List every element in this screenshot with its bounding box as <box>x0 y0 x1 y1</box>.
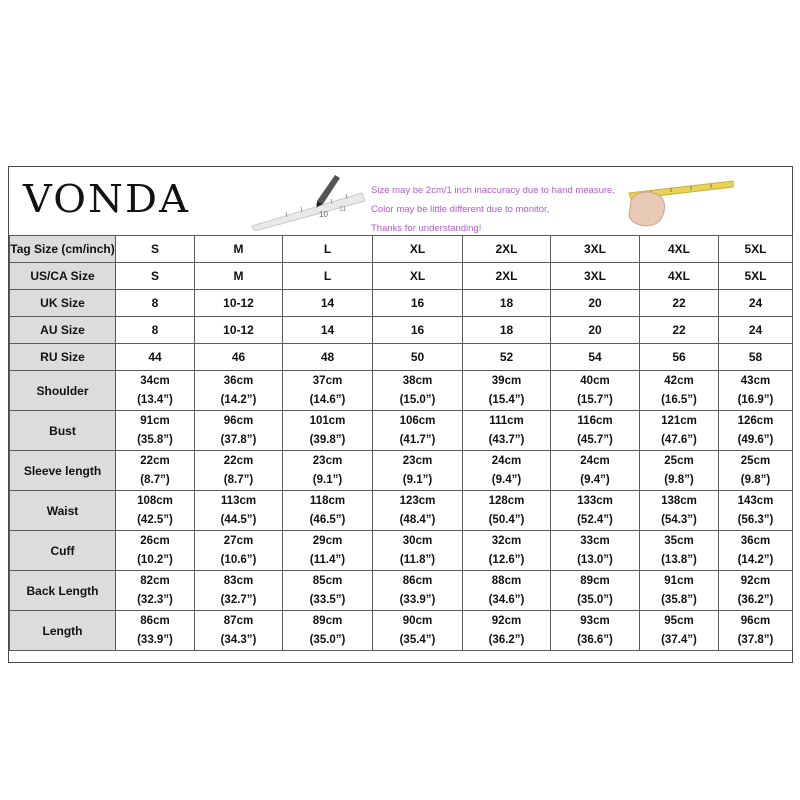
size-cell: S <box>116 236 195 263</box>
measure-cell <box>640 491 719 531</box>
measure-cm: 126cm <box>737 414 774 427</box>
measure-cm: 106cm <box>399 414 436 427</box>
size-cell: 2XL <box>463 236 551 263</box>
measure-inch: (13.4”) <box>137 393 173 406</box>
size-cell: 50 <box>373 344 463 371</box>
measure-cell <box>116 571 195 611</box>
size-row <box>10 344 793 371</box>
measure-cm: 42cm <box>664 374 694 387</box>
size-cell: L <box>283 236 373 263</box>
measure-row-label: Length <box>10 611 116 651</box>
measure-cell <box>116 411 195 451</box>
note-line: Thanks for understanding! <box>371 223 482 234</box>
measure-cm: 82cm <box>140 574 170 587</box>
measure-cell <box>719 371 793 411</box>
measure-cm: 85cm <box>312 574 343 587</box>
measure-inch: (46.5”) <box>309 513 346 526</box>
measure-cell <box>373 371 463 411</box>
measure-inch: (54.3”) <box>661 513 697 526</box>
measure-inch: (35.8”) <box>137 433 173 446</box>
measure-inch: (15.7”) <box>577 393 613 406</box>
size-cell: 8 <box>116 317 195 344</box>
measure-cell <box>551 531 640 571</box>
size-cell: XL <box>373 236 463 263</box>
size-cell: 2XL <box>463 263 551 290</box>
measure-inch: (9.8”) <box>740 473 771 486</box>
measure-cm: 86cm <box>140 614 170 627</box>
size-cell: 22 <box>640 317 719 344</box>
size-cell: S <box>116 263 195 290</box>
measure-cell <box>283 371 373 411</box>
measure-cell <box>551 411 640 451</box>
measure-inch: (9.1”) <box>402 473 433 486</box>
measure-row <box>10 451 793 491</box>
size-cell: 20 <box>551 290 640 317</box>
measure-inch: (11.4”) <box>309 553 346 566</box>
measure-inch: (32.7”) <box>220 593 257 606</box>
size-cell: 22 <box>640 290 719 317</box>
measure-inch: (45.7”) <box>577 433 613 446</box>
measure-cell <box>551 491 640 531</box>
size-table <box>9 235 793 651</box>
measure-cell <box>373 531 463 571</box>
measure-cm: 91cm <box>140 414 170 427</box>
measure-inch: (10.2”) <box>137 553 173 566</box>
svg-text:11: 11 <box>339 206 347 213</box>
measure-cell <box>719 491 793 531</box>
measure-inch: (43.7”) <box>488 433 525 446</box>
measure-inch: (42.5”) <box>137 513 173 526</box>
measure-cell <box>463 611 551 651</box>
measure-cell <box>195 491 283 531</box>
measure-inch: (56.3”) <box>737 513 774 526</box>
measure-cell <box>463 571 551 611</box>
measure-cell <box>195 531 283 571</box>
measure-cell <box>116 531 195 571</box>
measure-cm: 86cm <box>402 574 433 587</box>
measure-inch: (16.9”) <box>737 393 774 406</box>
size-cell: 20 <box>551 317 640 344</box>
measure-cm: 88cm <box>491 574 522 587</box>
measure-cm: 32cm <box>491 534 522 547</box>
size-cell: 18 <box>463 317 551 344</box>
size-notes <box>371 181 615 236</box>
size-cell: 16 <box>373 290 463 317</box>
measure-row-label: Sleeve length <box>10 451 116 491</box>
measure-inch: (13.8”) <box>661 553 697 566</box>
measure-inch: (14.6”) <box>309 393 346 406</box>
size-cell: 14 <box>283 290 373 317</box>
measure-inch: (52.4”) <box>577 513 613 526</box>
measure-inch: (14.2”) <box>737 553 774 566</box>
measure-inch: (34.6”) <box>488 593 525 606</box>
size-row-label: RU Size <box>10 344 116 371</box>
measure-cell <box>195 451 283 491</box>
measure-row-label: Shoulder <box>10 371 116 411</box>
size-cell: 52 <box>463 344 551 371</box>
measure-inch: (48.4”) <box>399 513 436 526</box>
size-cell: L <box>283 263 373 290</box>
measure-cm: 87cm <box>223 614 254 627</box>
measure-inch: (9.8”) <box>664 473 694 486</box>
measure-inch: (9.4”) <box>580 473 610 486</box>
measure-cm: 113cm <box>220 494 257 507</box>
measure-cm: 26cm <box>140 534 170 547</box>
measure-inch: (9.1”) <box>312 473 343 486</box>
measure-cell <box>719 611 793 651</box>
size-row-label: Tag Size (cm/inch) <box>10 236 116 263</box>
measure-row <box>10 531 793 571</box>
measure-cell <box>640 411 719 451</box>
measure-cm: 43cm <box>740 374 771 387</box>
measure-cm: 89cm <box>312 614 343 627</box>
measure-inch: (9.4”) <box>491 473 522 486</box>
size-cell: 5XL <box>719 263 793 290</box>
measure-row <box>10 371 793 411</box>
measure-cell <box>463 531 551 571</box>
size-cell: 3XL <box>551 263 640 290</box>
measure-inch: (44.5”) <box>220 513 257 526</box>
size-cell: XL <box>373 263 463 290</box>
measure-cell <box>373 411 463 451</box>
measure-cell <box>719 571 793 611</box>
measure-inch: (8.7”) <box>140 473 170 486</box>
measure-cell <box>719 451 793 491</box>
measure-cell <box>283 451 373 491</box>
measure-row <box>10 491 793 531</box>
measure-row <box>10 411 793 451</box>
size-cell: 18 <box>463 290 551 317</box>
size-row <box>10 263 793 290</box>
size-row-label: US/CA Size <box>10 263 116 290</box>
measure-inch: (8.7”) <box>223 473 254 486</box>
measure-cm: 30cm <box>402 534 433 547</box>
size-row <box>10 236 793 263</box>
measure-cell <box>195 411 283 451</box>
measure-cm: 36cm <box>740 534 771 547</box>
measure-inch: (35.4”) <box>399 633 436 646</box>
pen-ruler-illustration <box>247 171 367 231</box>
size-cell: 3XL <box>551 236 640 263</box>
measure-row <box>10 611 793 651</box>
measure-inch: (35.8”) <box>661 593 697 606</box>
measure-cm: 108cm <box>137 494 173 507</box>
measure-cm: 92cm <box>491 614 522 627</box>
size-cell: 10-12 <box>195 317 283 344</box>
brand-logo: VONDA <box>23 177 191 221</box>
measure-inch: (47.6”) <box>661 433 697 446</box>
measure-cm: 123cm <box>399 494 436 507</box>
measure-inch: (13.0”) <box>577 553 613 566</box>
size-cell: 14 <box>283 317 373 344</box>
measure-cell <box>373 571 463 611</box>
measure-inch: (33.9”) <box>399 593 436 606</box>
measure-cm: 90cm <box>402 614 433 627</box>
measure-cell <box>551 571 640 611</box>
measure-cell <box>116 611 195 651</box>
measure-cm: 24cm <box>491 454 522 467</box>
tape-measure-hand-illustration <box>621 171 736 231</box>
measure-cm: 93cm <box>580 614 610 627</box>
measure-cm: 29cm <box>312 534 343 547</box>
measure-cm: 34cm <box>140 374 170 387</box>
measure-cm: 91cm <box>664 574 694 587</box>
measure-cell <box>283 491 373 531</box>
measure-inch: (33.9”) <box>137 633 173 646</box>
measure-cm: 22cm <box>140 454 170 467</box>
measure-inch: (39.8”) <box>309 433 346 446</box>
measure-cm: 38cm <box>402 374 433 387</box>
size-cell: 4XL <box>640 263 719 290</box>
measure-inch: (50.4”) <box>488 513 525 526</box>
measure-cm: 96cm <box>740 614 771 627</box>
size-cell: 24 <box>719 317 793 344</box>
measure-cm: 36cm <box>223 374 254 387</box>
measure-cell <box>640 571 719 611</box>
measure-row-label: Back Length <box>10 571 116 611</box>
measure-cell <box>551 611 640 651</box>
measure-cell <box>283 411 373 451</box>
size-cell: M <box>195 236 283 263</box>
measure-inch: (11.8”) <box>399 553 436 566</box>
measure-cm: 95cm <box>664 614 694 627</box>
measure-cm: 92cm <box>740 574 771 587</box>
size-cell: 4XL <box>640 236 719 263</box>
measure-inch: (49.6”) <box>737 433 774 446</box>
measure-cell <box>283 571 373 611</box>
size-row-label: AU Size <box>10 317 116 344</box>
measure-inch: (12.6”) <box>488 553 525 566</box>
size-row <box>10 290 793 317</box>
measure-cell <box>551 371 640 411</box>
chart-header <box>9 167 792 236</box>
measure-cm: 133cm <box>577 494 613 507</box>
measure-cell <box>116 491 195 531</box>
size-cell: M <box>195 263 283 290</box>
size-row-label: UK Size <box>10 290 116 317</box>
measure-inch: (35.0”) <box>309 633 346 646</box>
measure-cell <box>373 491 463 531</box>
measure-cell <box>463 491 551 531</box>
measure-cell <box>640 611 719 651</box>
measure-cell <box>283 611 373 651</box>
measure-cm: 33cm <box>580 534 610 547</box>
svg-text:10: 10 <box>319 210 328 219</box>
measure-cm: 23cm <box>402 454 433 467</box>
measure-cell <box>551 451 640 491</box>
measure-cm: 23cm <box>312 454 343 467</box>
measure-inch: (10.6”) <box>220 553 257 566</box>
measure-cell <box>719 411 793 451</box>
note-line: Size may be 2cm/1 inch inaccuracy due to hand measure, <box>371 185 615 196</box>
measure-cell <box>195 571 283 611</box>
measure-cm: 101cm <box>309 414 346 427</box>
measure-cell <box>463 451 551 491</box>
note-line: Color may be little different due to monitor, <box>371 204 550 215</box>
measure-cell <box>195 611 283 651</box>
measure-cm: 118cm <box>309 494 346 507</box>
measure-cell <box>373 611 463 651</box>
measure-row <box>10 571 793 611</box>
measure-cm: 37cm <box>312 374 343 387</box>
measure-row-label: Cuff <box>10 531 116 571</box>
measure-cm: 27cm <box>223 534 254 547</box>
measure-inch: (15.4”) <box>488 393 525 406</box>
measure-cm: 24cm <box>580 454 610 467</box>
measure-cm: 40cm <box>580 374 610 387</box>
measure-inch: (41.7”) <box>399 433 436 446</box>
size-cell: 56 <box>640 344 719 371</box>
measure-inch: (36.2”) <box>488 633 525 646</box>
measure-inch: (36.6”) <box>577 633 613 646</box>
measure-cell <box>463 411 551 451</box>
measure-inch: (37.8”) <box>220 433 257 446</box>
measure-inch: (14.2”) <box>220 393 257 406</box>
measure-cm: 138cm <box>661 494 697 507</box>
measure-inch: (16.5”) <box>661 393 697 406</box>
size-cell: 46 <box>195 344 283 371</box>
size-cell: 48 <box>283 344 373 371</box>
measure-cm: 111cm <box>489 414 524 427</box>
measure-row-label: Waist <box>10 491 116 531</box>
measure-cm: 128cm <box>488 494 525 507</box>
measure-cell <box>283 531 373 571</box>
measure-cell <box>719 531 793 571</box>
size-row <box>10 317 793 344</box>
measure-inch: (15.0”) <box>399 393 436 406</box>
size-cell: 10-12 <box>195 290 283 317</box>
measure-cell <box>116 371 195 411</box>
size-chart <box>8 166 793 663</box>
size-cell: 54 <box>551 344 640 371</box>
measure-inch: (32.3”) <box>137 593 173 606</box>
size-cell: 8 <box>116 290 195 317</box>
measure-cm: 96cm <box>223 414 254 427</box>
size-cell: 58 <box>719 344 793 371</box>
measure-cm: 22cm <box>223 454 254 467</box>
size-cell: 5XL <box>719 236 793 263</box>
measure-cell <box>373 451 463 491</box>
measure-cm: 89cm <box>580 574 610 587</box>
measure-inch: (33.5”) <box>309 593 346 606</box>
measure-inch: (37.4”) <box>661 633 697 646</box>
measure-inch: (35.0”) <box>577 593 613 606</box>
size-cell: 44 <box>116 344 195 371</box>
measure-cm: 121cm <box>661 414 697 427</box>
measure-cm: 83cm <box>223 574 254 587</box>
measure-cell <box>640 371 719 411</box>
measure-cm: 25cm <box>664 454 694 467</box>
measure-cm: 25cm <box>740 454 771 467</box>
measure-cm: 35cm <box>664 534 694 547</box>
measure-row-label: Bust <box>10 411 116 451</box>
measure-cm: 116cm <box>577 414 613 427</box>
measure-inch: (37.8”) <box>737 633 774 646</box>
measure-inch: (36.2”) <box>737 593 774 606</box>
measure-cell <box>116 451 195 491</box>
measure-cell <box>640 531 719 571</box>
measure-cm: 39cm <box>491 374 522 387</box>
measure-cell <box>640 451 719 491</box>
size-cell: 16 <box>373 317 463 344</box>
measure-cell <box>463 371 551 411</box>
measure-cm: 143cm <box>737 494 774 507</box>
measure-cell <box>195 371 283 411</box>
size-cell: 24 <box>719 290 793 317</box>
measure-inch: (34.3”) <box>220 633 257 646</box>
